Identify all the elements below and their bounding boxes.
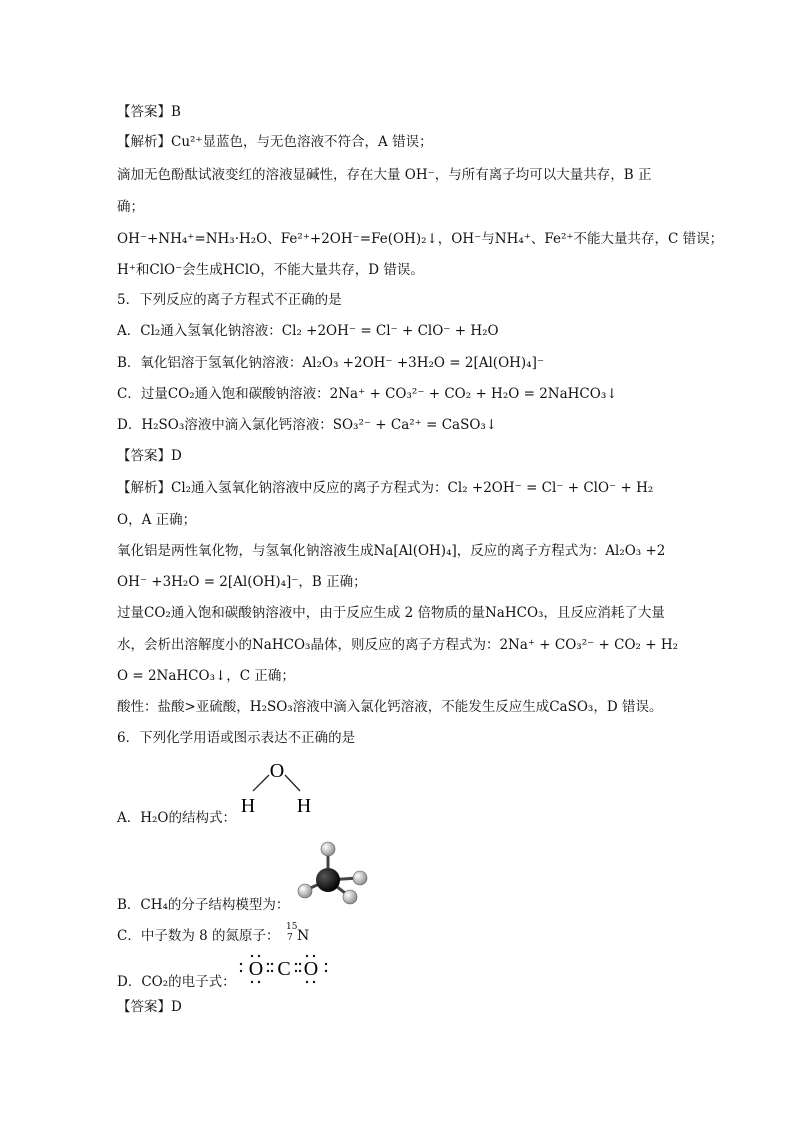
carbon-atom-label: C — [277, 958, 291, 980]
option-b: B．CH₄的分子结构模型为： — [117, 897, 290, 913]
mass-number: 15 — [286, 922, 298, 932]
hydrogen-atom-label: H — [240, 795, 256, 817]
option-a: A．H₂O的结构式： — [117, 810, 237, 826]
oxygen-atom-label: O — [248, 958, 264, 980]
answer-label: 【答案】B — [117, 104, 181, 120]
option-c: C．中子数为 8 的氮原子： — [117, 928, 280, 944]
answer-label: 【答案】D — [117, 448, 182, 464]
analysis-line: H⁺和ClO⁻会生成HClO，不能大量共存，D 错误。 — [117, 262, 424, 278]
oxygen-atom-label: O — [303, 958, 319, 980]
analysis-line: 酸性：盐酸>亚硫酸，H₂SO₃溶液中滴入氯化钙溶液，不能发生反应生成CaSO₃，D 错误。 — [117, 699, 663, 715]
analysis-line: OH⁻ +3H₂O = 2[Al(OH)₄]⁻，B 正确； — [117, 574, 367, 590]
option-a: A．Cl₂通入氢氧化钠溶液：Cl₂ +2OH⁻ = Cl⁻ + ClO⁻ + H₂O — [117, 323, 499, 339]
hydrogen-atom-label: H — [296, 795, 312, 817]
analysis-line: 水，会析出溶解度小的NaHCO₃晶体，则反应的离子方程式为：2Na⁺ + CO₃²⁻ + CO₂ + H₂ — [117, 637, 679, 653]
question-6-title: 6．下列化学用语或图示表达不正确的是 — [117, 730, 356, 746]
analysis-line: 【解析】Cl₂通入氢氧化钠溶液中反应的离子方程式为：Cl₂ +2OH⁻ = Cl⁻ + ClO⁻ + H₂ — [117, 480, 654, 496]
analysis-line: O = 2NaHCO₃↓，C 正确； — [117, 668, 295, 684]
bond-line — [285, 775, 300, 791]
analysis-line: O，A 正确； — [117, 512, 197, 528]
option-c: C．过量CO₂通入饱和碳酸钠溶液：2Na⁺ + CO₃²⁻ + CO₂ + H₂O = 2NaHCO₃↓ — [117, 386, 618, 402]
carbon-ball — [316, 868, 340, 892]
element-symbol: N — [297, 928, 310, 944]
water-structure-diagram — [234, 758, 324, 824]
option-b: B．氧化铝溶于氢氧化钠溶液：Al₂O₃ +2OH⁻ +3H₂O = 2[Al(OH)₄]⁻ — [117, 355, 544, 371]
methane-ball-stick-model — [292, 836, 376, 912]
analysis-line: 氧化铝是两性氧化物，与氢氧化钠溶液生成Na[Al(OH)₄]，反应的离子方程式为：Al₂O₃ +2 — [117, 543, 666, 559]
hydrogen-ball — [353, 871, 367, 885]
oxygen-atom-label: O — [269, 760, 285, 782]
option-d: D．CO₂的电子式： — [117, 974, 236, 990]
question-5-title: 5．下列反应的离子方程式不正确的是 — [117, 292, 342, 308]
analysis-line: 过量CO₂通入饱和碳酸钠溶液中，由于反应生成 2 倍物质的量NaHCO₃，且反应消耗了大量 — [117, 605, 665, 621]
analysis-line: 【解析】Cu²⁺显蓝色，与无色溶液不符合，A 错误； — [117, 134, 433, 150]
hydrogen-ball — [298, 884, 312, 898]
analysis-line: 确； — [117, 199, 144, 215]
analysis-line: 滴加无色酚酞试液变红的溶液显碱性，存在大量 OH⁻，与所有离子均可以大量共存，B 正 — [117, 167, 652, 183]
bond-line — [253, 775, 269, 791]
hydrogen-ball — [343, 890, 357, 904]
option-d: D．H₂SO₃溶液中滴入氯化钙溶液：SO₃²⁻ + Ca²⁺ = CaSO₃↓ — [117, 417, 498, 433]
analysis-line: OH⁻+NH₄⁺=NH₃·H₂O、Fe²⁺+2OH⁻=Fe(OH)₂↓，OH⁻与NH₄⁺、Fe²⁺不能大量共存，C 错误； — [117, 231, 724, 247]
answer-label: 【答案】D — [117, 999, 182, 1015]
hydrogen-ball — [321, 842, 335, 856]
nitrogen-isotope-notation — [286, 922, 316, 948]
co2-lewis-structure — [238, 952, 332, 986]
atomic-number: 7 — [287, 933, 293, 943]
